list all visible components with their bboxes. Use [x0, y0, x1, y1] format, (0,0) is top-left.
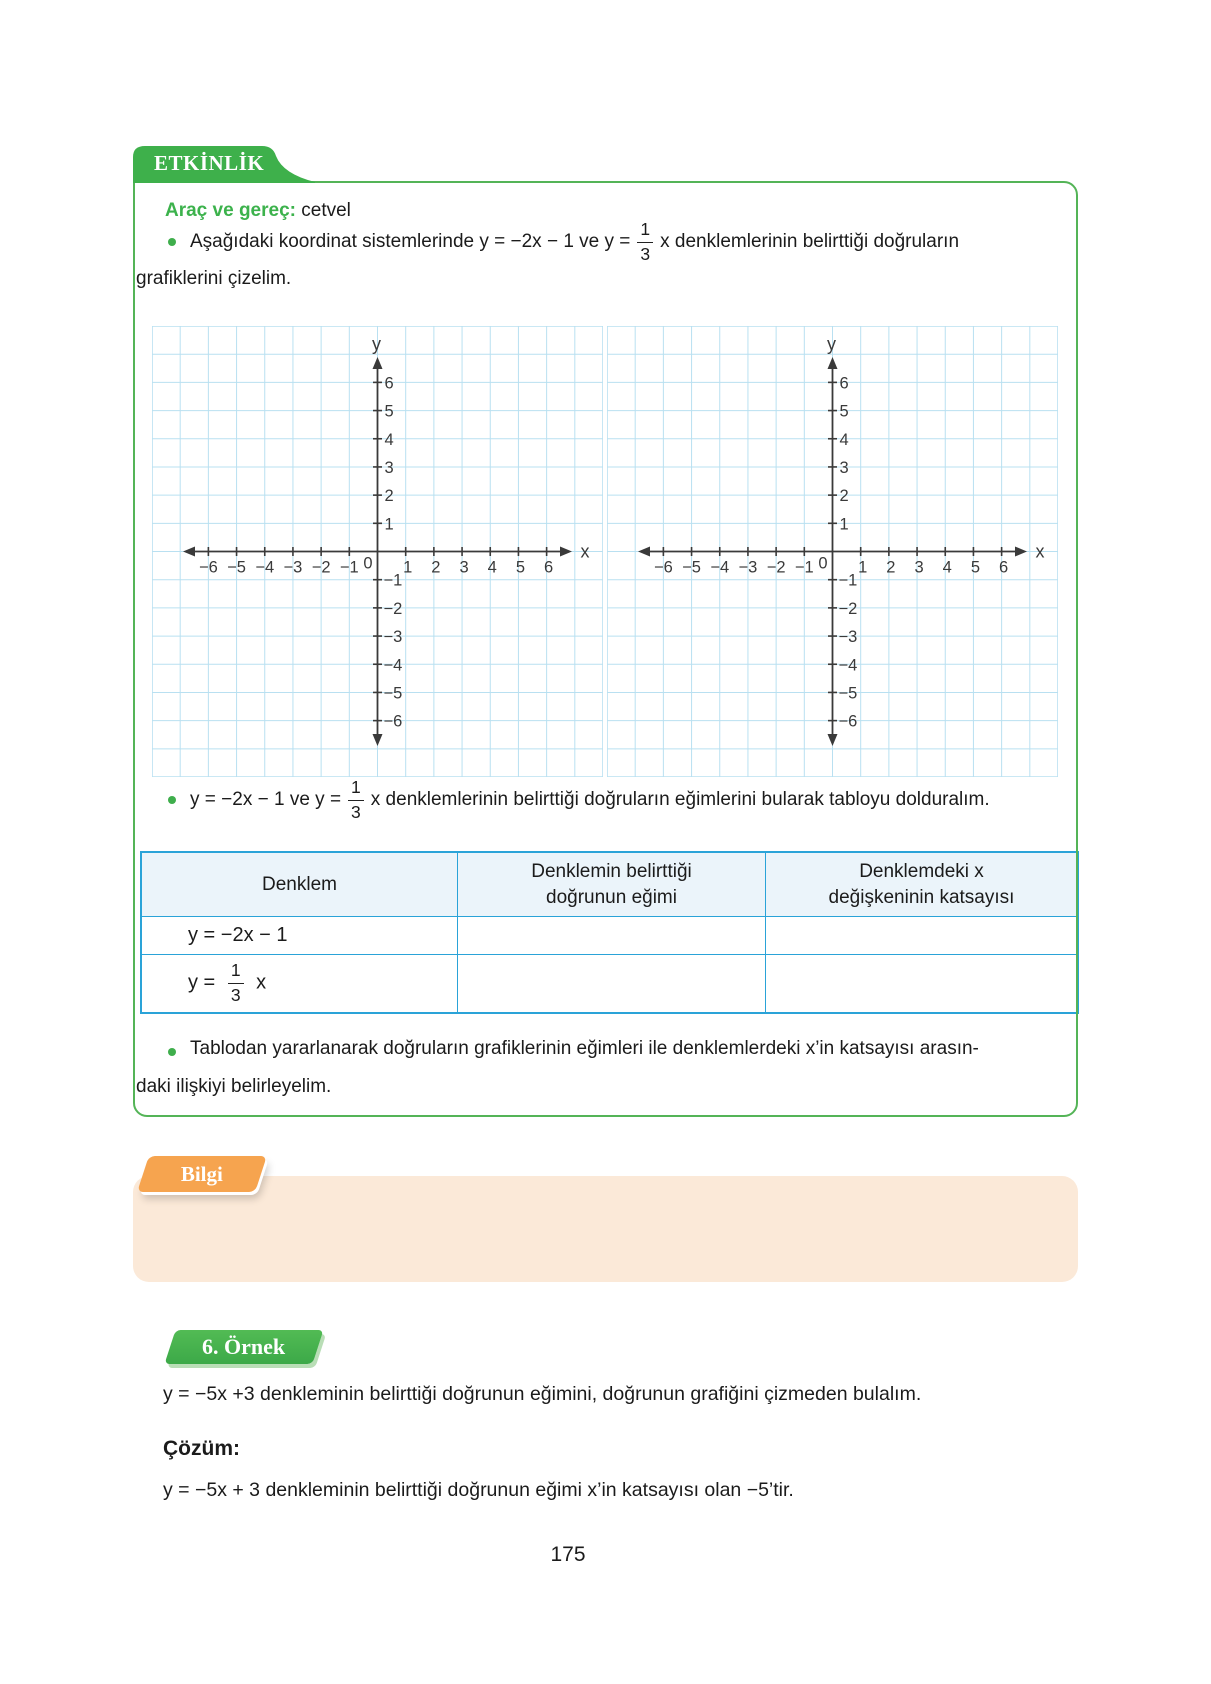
axis-tick-label: 4 [942, 558, 952, 577]
solution-text: y = −5x + 3 denkleminin belirttiği doğrunun eğimi x’in katsayısı olan −5’tir. [163, 1479, 794, 1501]
row2-post: x [256, 971, 267, 994]
axis-tick-label: 6 [999, 558, 1009, 577]
info-tab [137, 1156, 267, 1192]
fraction-denominator: 3 [228, 983, 244, 1005]
axis-tick-label: x [580, 541, 590, 562]
axis-tick-label: −1 [838, 571, 858, 590]
info-panel [133, 1176, 1078, 1282]
axis-tick-label: 2 [839, 487, 849, 506]
axis-tick-label: 1 [403, 558, 413, 577]
axis-tick-label: −6 [653, 558, 673, 577]
row2-pre: y = [188, 971, 216, 994]
bullet3-line2: daki ilişkiyi belirleyelim. [136, 1076, 332, 1097]
axis-tick-label: 4 [384, 430, 394, 449]
axis-tick-label: −1 [383, 571, 403, 590]
bullet1-pre: Aşağıdaki koordinat sistemlerinde y = −2x − 1 ve y = [190, 231, 631, 252]
axis-tick-label: −1 [794, 558, 814, 577]
axis-tick-label: 1 [839, 515, 849, 534]
axis-tick-label: −3 [738, 558, 758, 577]
axis-tick-label: 1 [858, 558, 868, 577]
row1-equation: y = −2x − 1 [141, 917, 458, 955]
activity-tab-label: ETKİNLİK [154, 151, 265, 175]
axis-tick-label: 5 [515, 558, 526, 577]
axis-tick-label: 1 [384, 515, 394, 534]
axis-tick-label: −5 [383, 684, 403, 703]
axis-tick-label: 5 [384, 402, 394, 421]
axis-tick-label: −5 [227, 558, 246, 577]
axis-tick-label: 4 [839, 430, 849, 449]
axis-tick-label: 3 [914, 558, 924, 577]
header-coeff-line1: Denklemdeki x [859, 860, 984, 882]
bullet2-pre: y = −2x − 1 ve y = [190, 789, 342, 810]
axis-tick-label: 0 [818, 554, 828, 573]
header-slope-line1: Denklemin belirttiği [531, 860, 692, 882]
axis-tick-label: −6 [198, 558, 218, 577]
axis-tick-label: y [827, 334, 836, 355]
tools-value: cetvel [295, 200, 351, 221]
fraction-numerator: 1 [640, 219, 651, 239]
axis-tick-label: 4 [487, 558, 497, 577]
axis-tick-label: −4 [710, 558, 730, 577]
axis-tick-label: −2 [766, 558, 786, 577]
example-badge-label: 6. Örnek [202, 1334, 286, 1359]
bullet1-line2: grafiklerini çizelim. [136, 268, 292, 289]
bullet2-post: x denklemlerinin belirttiği doğruların eğimlerini bularak tabloyu dolduralım. [370, 789, 990, 810]
axis-tick-label: 6 [544, 558, 554, 577]
axis-tick-label: 5 [970, 558, 981, 577]
fraction-denominator: 3 [637, 242, 653, 264]
axis-tick-label: −5 [682, 558, 701, 577]
bullet3-line1: Tablodan yararlanarak doğruların grafiklerinin eğimleri ile denklemlerdeki x’in katsayısı arasın- [190, 1038, 979, 1059]
info-tab-label: Bilgi [180, 1161, 223, 1186]
header-slope-line2: doğrunun eğimi [546, 886, 677, 908]
tools-label: Araç ve gereç: [165, 200, 296, 221]
axis-tick-label: −6 [383, 712, 403, 731]
header-coeff-line2: değişkeninin katsayısı [828, 886, 1015, 908]
bullet1-post: x denklemlerinin belirttiği doğruların [660, 231, 960, 252]
axis-tick-label: x [1035, 541, 1045, 562]
axis-tick-label: 2 [886, 558, 896, 577]
axis-tick-label: 0 [363, 554, 373, 573]
example-badge [164, 1330, 323, 1364]
activity-box [133, 181, 1078, 1117]
fraction-numerator: 1 [230, 960, 241, 981]
axis-tick-label: −2 [383, 599, 403, 618]
axis-tick-label: −2 [838, 599, 858, 618]
header-denklem: Denklem [141, 852, 458, 917]
axis-tick-label: 3 [459, 558, 469, 577]
solution-label: Çözüm: [163, 1437, 240, 1460]
axis-tick-label: −4 [255, 558, 275, 577]
axis-tick-label: −5 [838, 684, 858, 703]
axis-tick-label: y [372, 334, 381, 355]
axis-tick-label: 3 [839, 458, 849, 477]
axis-tick-label: −4 [383, 656, 403, 675]
axis-tick-label: 6 [384, 374, 394, 393]
example-problem: y = −5x +3 denkleminin belirttiği doğrunun eğimini, doğrunun grafiğini çizmeden bulalım. [163, 1383, 922, 1405]
axis-tick-label: 3 [384, 458, 394, 477]
axis-tick-label: −1 [339, 558, 359, 577]
axis-tick-label: −2 [311, 558, 331, 577]
axis-tick-label: 2 [431, 558, 441, 577]
activity-tab [133, 146, 315, 183]
fraction-denominator: 3 [348, 800, 364, 822]
axis-tick-label: −6 [838, 712, 858, 731]
axis-tick-label: −3 [838, 628, 858, 647]
axis-tick-label: −3 [383, 628, 403, 647]
axis-tick-label: 5 [839, 402, 849, 421]
axis-tick-label: 2 [384, 487, 394, 506]
axis-tick-label: −3 [283, 558, 303, 577]
axis-tick-label: −4 [838, 656, 858, 675]
page-number: 175 [550, 1543, 586, 1566]
fraction-numerator: 1 [351, 777, 361, 797]
axis-tick-label: 6 [839, 374, 849, 393]
